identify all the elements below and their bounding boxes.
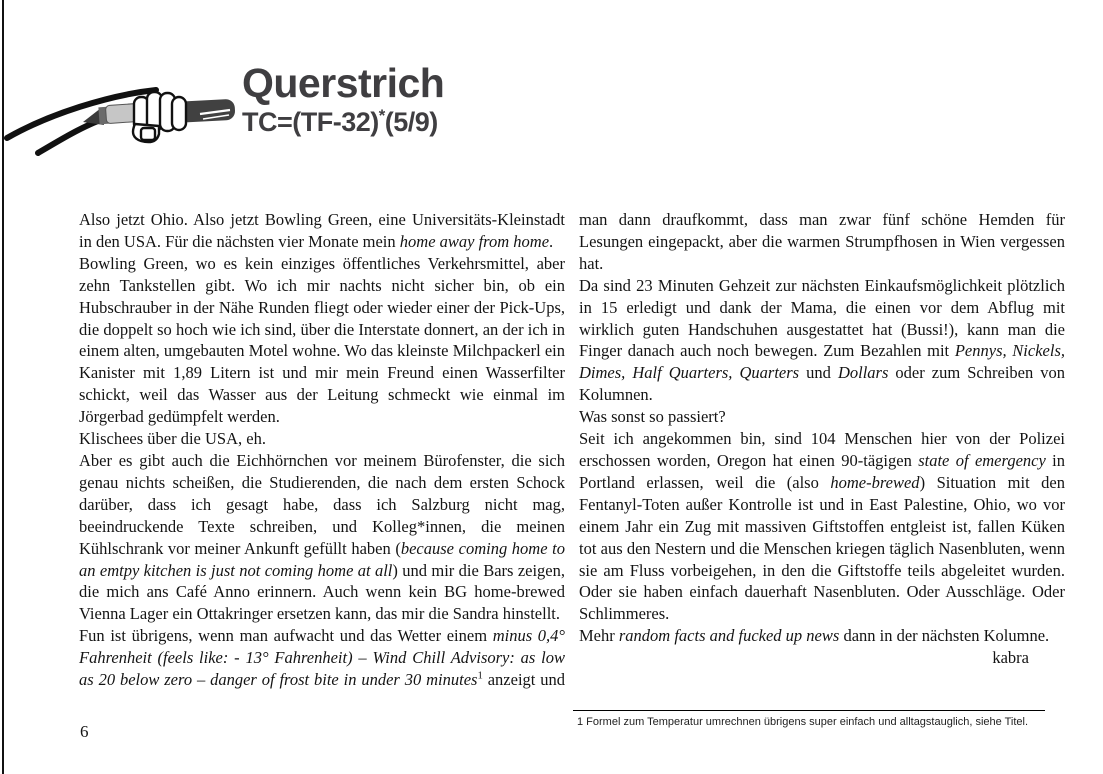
footnote <box>573 710 1045 728</box>
article-body <box>79 209 1065 691</box>
byline: kabra <box>992 648 1029 668</box>
ink-stroke-lower <box>38 121 98 153</box>
fist <box>133 92 186 142</box>
paragraph: Seit ich angekommen bin, sind 104 Menschen hier von der Polizei erschossen worden, Oregon hat einen 90-tägigen state of emergency in Portland erlassen, weil die (also home-brewed) Situation mit den Fentanyl-Toten außer Kontrolle ist und in East Palestine, Ohio, wo vor einem Jahr ein Zug mit massiven Giftstoffen entgleist ist, fallen Küken tot aus den Nestern und die Menschen kriegen täglich Nasenbluten, wenn sie am Fluss vorbeigehen, in den die Giftstoffe teils abgeleitet wurden. Oder sie haben einfach dauerhaft Nasenbluten. Oder Ausschläge. Oder Schlimmeres. <box>579 429 1065 624</box>
paragraph: Was sonst so passiert? <box>579 407 726 427</box>
paragraph: Aber es gibt auch die Eichhörnchen vor meinem Bürofenster, die sich genau nichts scheißen, die Studierenden, die nach dem ersten Schock darüber, dass ich gesagt habe, dass ich Salzburg nicht mag, beeindruckende Texte schreiben, und Kolleg*innen, die meinen Kühlschrank vor meiner Ankunft gefüllt haben (because coming home to an emtpy kitchen is just not coming home at all) und mir die Bars zeigen, die mich ans Café Anno erinnern. Auch wenn kein BG home-brewed Vienna Lager ein Ottakringer ersetzen kann, das mir die Sandra hinstellt. <box>79 450 565 624</box>
paragraph: Klischees über die USA, eh. <box>79 429 266 449</box>
footnote-text: 1 Formel zum Temperatur umrechnen übrigens super einfach und alltagstauglich, siehe Titel. <box>577 716 1029 728</box>
paragraph: Mehr random facts and fucked up news dann in der nächsten Kolumne. <box>579 626 1050 646</box>
paragraph: Fun ist übrigens, wenn man aufwacht und das Wetter einem minus 0,4° Fahrenheit (feels like: - 13° Fahrenheit) – Wind Chill Advisory: as low as 20 below zero – danger of frost bite in under 30 minutes$^1$ anzeigt und man dann draufkommt, dass man zwar fünf schöne Hemden für Lesungen eingepackt, aber die warmen Strumpfhosen in Wien vergessen hat. <box>79 210 1065 690</box>
hand-drawing-pen-illustration <box>4 66 238 160</box>
page-title: Querstrich <box>242 60 445 106</box>
paragraph: Bowling Green, wo es kein einziges öffentliches Verkehrsmittel, aber zehn Tankstellen gibt. Wo ich mir nachts nicht sicher bin, ob ein Hubschrauber in der Nähe Runden fliegt oder wieder einer der Pick-Ups, die doppelt so hoch wie ich sind, über die Interstate donnert, an der ich in einem alten, umgebauten Motel wohne. Wo das kleinste Milchpackerl ein Kanister mit 1,89 Litern ist und mir mein Freund einen Wasserfilter schickt, weil das Wasser aus der Leitung schmeckt wie einmal im Jörgerbad gedümpfelt werden. <box>79 253 565 427</box>
page-number: 6 <box>80 722 89 741</box>
header <box>242 62 444 136</box>
paragraph: Da sind 23 Minuten Gehzeit zur nächsten Einkaufsmöglichkeit plötzlich in 15 erledigt und dank der Mama, die einen vor dem Abflug mit wirklich guten Handschuhen ausgestattet hat (Bussi!), kann man die Finger danach auch noch bewegen. Zum Bezahlen mit Pennys, Nickels, Dimes, Half Quarters, Quarters und Dollars oder zum Schreiben von Kolumnen. <box>579 275 1066 405</box>
page-subtitle: TC=(TF-32)*(5/9) <box>242 106 438 138</box>
paragraph: Also jetzt Ohio. Also jetzt Bowling Green, eine Universitäts-Kleinstadt in den USA. Für die nächsten vier Monate mein home away from home. <box>79 210 565 251</box>
